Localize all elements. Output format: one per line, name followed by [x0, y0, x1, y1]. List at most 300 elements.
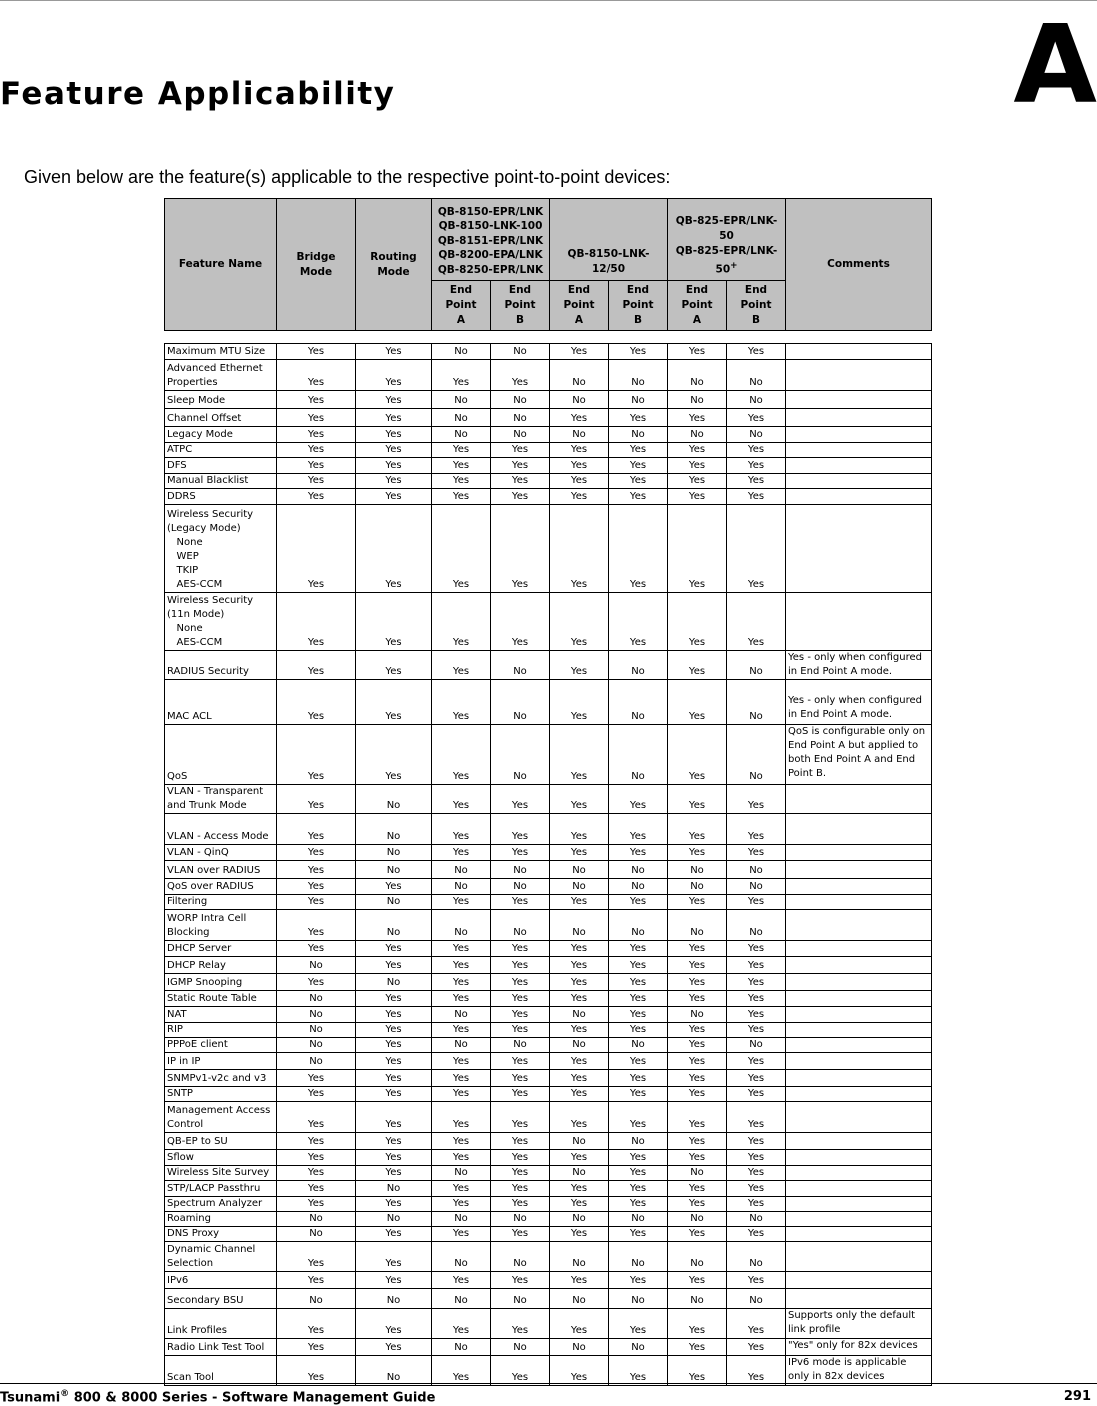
applicability-cell: Yes [356, 489, 432, 505]
applicability-cell: No [356, 1212, 432, 1227]
applicability-cell: Yes [356, 443, 432, 458]
applicability-cell: Yes [727, 895, 786, 910]
applicability-cell: Yes [432, 360, 491, 391]
comment-cell [786, 941, 932, 957]
header-spacer-row [165, 331, 932, 344]
applicability-cell: Yes [550, 1023, 609, 1038]
applicability-cell: Yes [432, 1181, 491, 1197]
applicability-cell: Yes [727, 845, 786, 861]
applicability-cell: Yes [668, 1339, 727, 1356]
applicability-cell: Yes [356, 427, 432, 443]
applicability-cell: No [550, 1007, 609, 1023]
applicability-cell: Yes [668, 1356, 727, 1386]
applicability-cell: No [609, 391, 668, 409]
feature-name-cell: Legacy Mode [165, 427, 277, 443]
applicability-cell: No [668, 427, 727, 443]
applicability-cell: Yes [356, 593, 432, 651]
applicability-cell: Yes [356, 1133, 432, 1150]
applicability-cell: Yes [356, 1087, 432, 1102]
applicability-cell: Yes [432, 941, 491, 957]
applicability-cell: Yes [432, 1070, 491, 1087]
applicability-cell: Yes [432, 1227, 491, 1242]
applicability-cell: Yes [491, 991, 550, 1007]
comment-cell [786, 344, 932, 360]
applicability-cell: Yes [550, 1309, 609, 1339]
table-row [165, 1053, 932, 1070]
applicability-cell: Yes [491, 1227, 550, 1242]
applicability-cell: Yes [609, 1309, 668, 1339]
comment-cell [786, 474, 932, 489]
applicability-cell: No [491, 344, 550, 360]
applicability-cell: Yes [491, 1166, 550, 1181]
table-row [165, 910, 932, 941]
applicability-cell: No [668, 861, 727, 879]
applicability-cell: Yes [727, 814, 786, 845]
applicability-cell: No [550, 1339, 609, 1356]
comment-cell: Yes - only when configured in End Point A mode. [786, 651, 932, 680]
comment-cell [786, 1272, 932, 1289]
applicability-cell: Yes [432, 725, 491, 785]
header-end-point-b: End Point B [727, 281, 786, 331]
applicability-cell: No [491, 391, 550, 409]
applicability-cell: Yes [550, 974, 609, 991]
applicability-cell: Yes [277, 725, 356, 785]
header-bridge-mode: Bridge Mode [277, 199, 356, 331]
applicability-cell: Yes [491, 845, 550, 861]
applicability-cell: Yes [609, 1070, 668, 1087]
applicability-cell: Yes [609, 409, 668, 427]
applicability-cell: Yes [609, 991, 668, 1007]
applicability-cell: Yes [550, 409, 609, 427]
applicability-cell: No [432, 409, 491, 427]
applicability-cell: Yes [277, 1356, 356, 1386]
table-row [165, 1007, 932, 1023]
applicability-cell: Yes [609, 1356, 668, 1386]
applicability-cell: Yes [277, 360, 356, 391]
feature-name-cell: Dynamic Channel Selection [165, 1242, 277, 1272]
table-row [165, 489, 932, 505]
header-model-group-825 [668, 199, 786, 281]
applicability-cell: Yes [432, 1102, 491, 1133]
applicability-cell: Yes [609, 1150, 668, 1166]
applicability-cell: Yes [609, 1197, 668, 1212]
applicability-cell: Yes [668, 1272, 727, 1289]
applicability-cell: Yes [277, 593, 356, 651]
comment-cell [786, 1070, 932, 1087]
applicability-cell: No [609, 651, 668, 680]
applicability-cell: Yes [432, 814, 491, 845]
applicability-cell: Yes [727, 941, 786, 957]
applicability-cell: Yes [491, 458, 550, 474]
applicability-cell: Yes [609, 1102, 668, 1133]
comment-cell [786, 391, 932, 409]
applicability-cell: Yes [727, 1023, 786, 1038]
applicability-cell: Yes [356, 409, 432, 427]
applicability-cell: Yes [432, 474, 491, 489]
applicability-cell: No [432, 344, 491, 360]
applicability-cell: Yes [432, 505, 491, 593]
applicability-cell: Yes [356, 344, 432, 360]
applicability-cell: Yes [668, 593, 727, 651]
applicability-cell: Yes [277, 680, 356, 725]
applicability-cell: Yes [668, 845, 727, 861]
comment-cell [786, 845, 932, 861]
applicability-cell: Yes [491, 1007, 550, 1023]
table-row [165, 974, 932, 991]
comment-cell [786, 1150, 932, 1166]
applicability-cell: Yes [609, 1166, 668, 1181]
applicability-cell: No [609, 1133, 668, 1150]
feature-name-cell: IPv6 [165, 1272, 277, 1289]
applicability-cell: Yes [432, 845, 491, 861]
applicability-cell: No [727, 1289, 786, 1309]
feature-name-cell: Link Profiles [165, 1309, 277, 1339]
applicability-cell: Yes [491, 1053, 550, 1070]
applicability-cell: Yes [609, 1007, 668, 1023]
applicability-cell: Yes [356, 1272, 432, 1289]
applicability-cell: No [550, 1038, 609, 1053]
applicability-cell: No [550, 1289, 609, 1309]
applicability-cell: Yes [491, 1102, 550, 1133]
table-header [165, 199, 932, 331]
feature-name-cell: RIP [165, 1023, 277, 1038]
applicability-cell: Yes [277, 814, 356, 845]
feature-name-cell: IP in IP [165, 1053, 277, 1070]
table-row [165, 861, 932, 879]
feature-name-cell: Channel Offset [165, 409, 277, 427]
applicability-cell: Yes [356, 1102, 432, 1133]
applicability-cell: Yes [550, 474, 609, 489]
table-row [165, 458, 932, 474]
applicability-cell: Yes [277, 845, 356, 861]
applicability-cell: Yes [550, 814, 609, 845]
applicability-cell: Yes [277, 1070, 356, 1087]
applicability-cell: No [432, 1242, 491, 1272]
applicability-cell: Yes [668, 957, 727, 974]
feature-name-cell: DHCP Server [165, 941, 277, 957]
applicability-cell: Yes [277, 1181, 356, 1197]
comment-cell [786, 1053, 932, 1070]
applicability-cell: Yes [277, 409, 356, 427]
applicability-cell: Yes [356, 1166, 432, 1181]
applicability-cell: No [550, 391, 609, 409]
feature-name-cell: Static Route Table [165, 991, 277, 1007]
applicability-cell: Yes [432, 957, 491, 974]
applicability-cell: Yes [550, 1053, 609, 1070]
comment-cell [786, 443, 932, 458]
top-rule [0, 0, 1097, 1]
applicability-cell: Yes [668, 1102, 727, 1133]
applicability-cell: No [727, 391, 786, 409]
applicability-cell: No [277, 1007, 356, 1023]
applicability-cell: Yes [668, 1197, 727, 1212]
comment-cell [786, 1102, 932, 1133]
feature-name-cell: Sflow [165, 1150, 277, 1166]
applicability-cell: Yes [550, 344, 609, 360]
applicability-cell: No [432, 1339, 491, 1356]
comment-cell: IPv6 mode is applicable only in 82x devices [786, 1356, 932, 1386]
applicability-cell: Yes [727, 1181, 786, 1197]
applicability-cell: No [432, 1289, 491, 1309]
applicability-cell: Yes [550, 505, 609, 593]
header-model-group-8150-lnk-12-50: QB-8150-LNK-12/50 [550, 199, 668, 281]
applicability-cell: Yes [277, 443, 356, 458]
applicability-cell: Yes [609, 458, 668, 474]
applicability-cell: No [491, 879, 550, 895]
table-row [165, 1070, 932, 1087]
applicability-cell: No [609, 725, 668, 785]
comment-cell [786, 1087, 932, 1102]
comment-cell [786, 1181, 932, 1197]
table-row [165, 360, 932, 391]
header-end-point-b: End Point B [491, 281, 550, 331]
table-row [165, 1289, 932, 1309]
applicability-cell: No [609, 1339, 668, 1356]
applicability-cell: Yes [491, 1070, 550, 1087]
applicability-cell: No [432, 1212, 491, 1227]
header-routing-mode: Routing Mode [356, 199, 432, 331]
applicability-cell: Yes [609, 593, 668, 651]
applicability-cell: Yes [609, 1272, 668, 1289]
applicability-cell: Yes [668, 895, 727, 910]
feature-name-cell: QB-EP to SU [165, 1133, 277, 1150]
applicability-cell: Yes [356, 1053, 432, 1070]
applicability-cell: Yes [277, 1133, 356, 1150]
table-row [165, 474, 932, 489]
applicability-cell: Yes [491, 974, 550, 991]
applicability-cell: Yes [356, 1007, 432, 1023]
comment-cell [786, 910, 932, 941]
comment-cell [786, 1133, 932, 1150]
applicability-cell: Yes [727, 957, 786, 974]
feature-name-cell: IGMP Snooping [165, 974, 277, 991]
applicability-cell: Yes [668, 1133, 727, 1150]
comment-cell [786, 895, 932, 910]
applicability-cell: Yes [432, 785, 491, 814]
applicability-cell: No [727, 680, 786, 725]
feature-name-cell: RADIUS Security [165, 651, 277, 680]
applicability-cell: Yes [277, 785, 356, 814]
table-row [165, 1197, 932, 1212]
applicability-cell: Yes [668, 1181, 727, 1197]
applicability-cell: Yes [277, 861, 356, 879]
applicability-cell: Yes [550, 895, 609, 910]
applicability-cell: No [668, 360, 727, 391]
applicability-cell: Yes [277, 391, 356, 409]
feature-name-cell: DDRS [165, 489, 277, 505]
header-end-point-a: End Point A [550, 281, 609, 331]
applicability-cell: Yes [609, 845, 668, 861]
feature-name-cell: ATPC [165, 443, 277, 458]
applicability-cell: Yes [727, 443, 786, 458]
applicability-cell: No [727, 360, 786, 391]
applicability-cell: No [609, 910, 668, 941]
applicability-cell: Yes [432, 458, 491, 474]
applicability-cell: No [609, 680, 668, 725]
applicability-cell: Yes [668, 814, 727, 845]
applicability-cell: No [432, 861, 491, 879]
applicability-cell: Yes [277, 1272, 356, 1289]
applicability-cell: Yes [609, 785, 668, 814]
applicability-cell: No [277, 957, 356, 974]
applicability-cell: Yes [550, 845, 609, 861]
applicability-cell: Yes [356, 391, 432, 409]
comment-cell [786, 1023, 932, 1038]
table-row [165, 1087, 932, 1102]
applicability-cell: Yes [550, 680, 609, 725]
applicability-cell: Yes [356, 1070, 432, 1087]
feature-name-cell: Management Access Control [165, 1102, 277, 1133]
table-row [165, 785, 932, 814]
feature-name-cell: STP/LACP Passthru [165, 1181, 277, 1197]
header-end-point-b: End Point B [609, 281, 668, 331]
applicability-cell: No [277, 1038, 356, 1053]
table-row [165, 1133, 932, 1150]
applicability-cell: No [668, 391, 727, 409]
applicability-cell: Yes [356, 879, 432, 895]
applicability-cell: No [356, 1181, 432, 1197]
footer-product-suffix: 800 & 8000 Series - Software Management Guide [69, 1390, 436, 1406]
table-row [165, 1272, 932, 1289]
table-row [165, 1038, 932, 1053]
applicability-cell: No [277, 1053, 356, 1070]
applicability-cell: Yes [491, 443, 550, 458]
applicability-cell: Yes [727, 1150, 786, 1166]
applicability-cell: Yes [609, 344, 668, 360]
applicability-cell: Yes [432, 1133, 491, 1150]
applicability-cell: Yes [491, 505, 550, 593]
applicability-cell: Yes [550, 991, 609, 1007]
applicability-cell: Yes [727, 1053, 786, 1070]
applicability-cell: Yes [668, 974, 727, 991]
applicability-cell: No [491, 1212, 550, 1227]
applicability-cell: Yes [668, 1227, 727, 1242]
applicability-cell: No [277, 1227, 356, 1242]
applicability-cell: Yes [727, 1197, 786, 1212]
table-row [165, 1309, 932, 1339]
table-row [165, 941, 932, 957]
applicability-cell: No [727, 1212, 786, 1227]
feature-name-cell: DHCP Relay [165, 957, 277, 974]
applicability-cell: Yes [609, 1181, 668, 1197]
applicability-cell: No [668, 879, 727, 895]
applicability-cell: Yes [491, 814, 550, 845]
applicability-cell: Yes [432, 991, 491, 1007]
applicability-cell: Yes [491, 1197, 550, 1212]
applicability-cell: Yes [727, 489, 786, 505]
applicability-cell: No [668, 1166, 727, 1181]
table-row [165, 391, 932, 409]
applicability-cell: Yes [356, 957, 432, 974]
applicability-cell: Yes [491, 1023, 550, 1038]
applicability-cell: Yes [727, 458, 786, 474]
applicability-cell: No [668, 1212, 727, 1227]
applicability-cell: Yes [727, 974, 786, 991]
applicability-cell: Yes [432, 489, 491, 505]
applicability-cell: Yes [550, 1181, 609, 1197]
applicability-cell: No [609, 1038, 668, 1053]
applicability-cell: Yes [668, 785, 727, 814]
appendix-letter: A [1013, 3, 1095, 128]
applicability-cell: Yes [356, 360, 432, 391]
feature-name-cell: VLAN over RADIUS [165, 861, 277, 879]
applicability-cell: Yes [668, 458, 727, 474]
applicability-cell: Yes [432, 443, 491, 458]
applicability-cell: Yes [609, 1227, 668, 1242]
comment-cell [786, 785, 932, 814]
table-row [165, 651, 932, 680]
applicability-cell: Yes [277, 427, 356, 443]
applicability-cell: Yes [668, 1023, 727, 1038]
applicability-cell: No [356, 895, 432, 910]
applicability-cell: Yes [277, 344, 356, 360]
table-row [165, 1102, 932, 1133]
applicability-cell: Yes [277, 941, 356, 957]
applicability-cell: Yes [668, 1038, 727, 1053]
applicability-cell: Yes [491, 957, 550, 974]
feature-name-cell: Wireless Site Survey [165, 1166, 277, 1181]
header-feature-name: Feature Name [165, 199, 277, 331]
applicability-cell: Yes [668, 1070, 727, 1087]
feature-name-cell: VLAN - QinQ [165, 845, 277, 861]
applicability-cell: Yes [727, 1070, 786, 1087]
feature-applicability-table [164, 198, 932, 1386]
table-row [165, 1242, 932, 1272]
applicability-cell: Yes [277, 1102, 356, 1133]
applicability-cell: No [432, 1007, 491, 1023]
table-row [165, 991, 932, 1007]
applicability-cell: No [550, 879, 609, 895]
applicability-cell: No [491, 680, 550, 725]
applicability-cell: Yes [550, 1197, 609, 1212]
applicability-cell: Yes [727, 1007, 786, 1023]
applicability-cell: Yes [550, 785, 609, 814]
applicability-cell: No [550, 1212, 609, 1227]
table-row [165, 1166, 932, 1181]
header-end-point-a: End Point A [668, 281, 727, 331]
applicability-cell: Yes [727, 1087, 786, 1102]
feature-name-cell: Sleep Mode [165, 391, 277, 409]
table-row [165, 1356, 932, 1386]
comment-cell [786, 409, 932, 427]
applicability-cell: Yes [432, 651, 491, 680]
applicability-cell: No [491, 651, 550, 680]
feature-name-cell: Maximum MTU Size [165, 344, 277, 360]
applicability-cell: No [277, 1212, 356, 1227]
applicability-cell: Yes [550, 593, 609, 651]
applicability-cell: Yes [727, 991, 786, 1007]
table-row [165, 1212, 932, 1227]
applicability-cell: Yes [491, 1133, 550, 1150]
applicability-cell: Yes [550, 957, 609, 974]
applicability-cell: Yes [668, 409, 727, 427]
applicability-cell: Yes [277, 458, 356, 474]
header-spacer-cell [165, 331, 932, 344]
applicability-cell: Yes [727, 593, 786, 651]
applicability-cell: Yes [432, 1053, 491, 1070]
applicability-cell: No [277, 1289, 356, 1309]
applicability-cell: No [609, 427, 668, 443]
comment-cell [786, 974, 932, 991]
feature-table-container [164, 198, 931, 1386]
applicability-cell: Yes [550, 458, 609, 474]
applicability-cell: Yes [550, 1102, 609, 1133]
table-row [165, 895, 932, 910]
applicability-cell: Yes [277, 910, 356, 941]
comment-cell: Supports only the default link profile [786, 1309, 932, 1339]
applicability-cell: No [356, 910, 432, 941]
applicability-cell: Yes [668, 1053, 727, 1070]
